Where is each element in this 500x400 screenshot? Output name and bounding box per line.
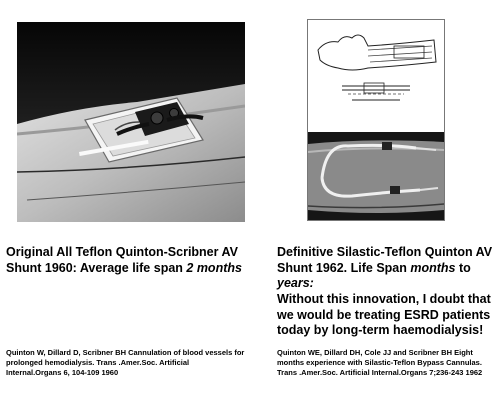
silastic-shunt-lifespan-to: years: (277, 276, 314, 290)
silastic-shunt-diagram (308, 20, 444, 220)
teflon-shunt-citation: Quinton W, Dillard D, Scribner BH Cannulation of blood vessels for prolonged hemodialysis. Trans .Amer.Soc. Artificial Internal.Organs 6, 104-109 1960 (6, 348, 245, 377)
silastic-shunt-caption (277, 245, 499, 292)
silastic-shunt-citation: Quinton WE, Dillard DH, Cole JJ and Scribner BH Eight months experience with Silastic-Teflon Bypass Cannulas. Trans .Amer.Soc. Artificial Internal.Organs 7;236-243 1962 (277, 348, 483, 377)
innovation-statement: Without this innovation, I doubt that we would be treating ESRD patients today by long-term haemodialysis! (277, 292, 491, 337)
silastic-shunt-caption-text: Definitive Silastic-Teflon Quinton AV Shunt 1962. Life Span (277, 245, 493, 275)
teflon-shunt-photo (17, 22, 245, 222)
teflon-shunt-caption-text: Original All Teflon Quinton-Scribner AV Shunt 1960: Average life span (6, 245, 238, 275)
silastic-shunt-caption-to: to (455, 260, 471, 275)
silastic-shunt-diagram-graphic (308, 20, 444, 220)
teflon-shunt-caption (6, 245, 256, 276)
silastic-shunt-lifespan-from: months (410, 260, 456, 275)
teflon-shunt-lifespan: 2 months (186, 260, 242, 275)
teflon-shunt-photo-graphic (17, 22, 245, 222)
